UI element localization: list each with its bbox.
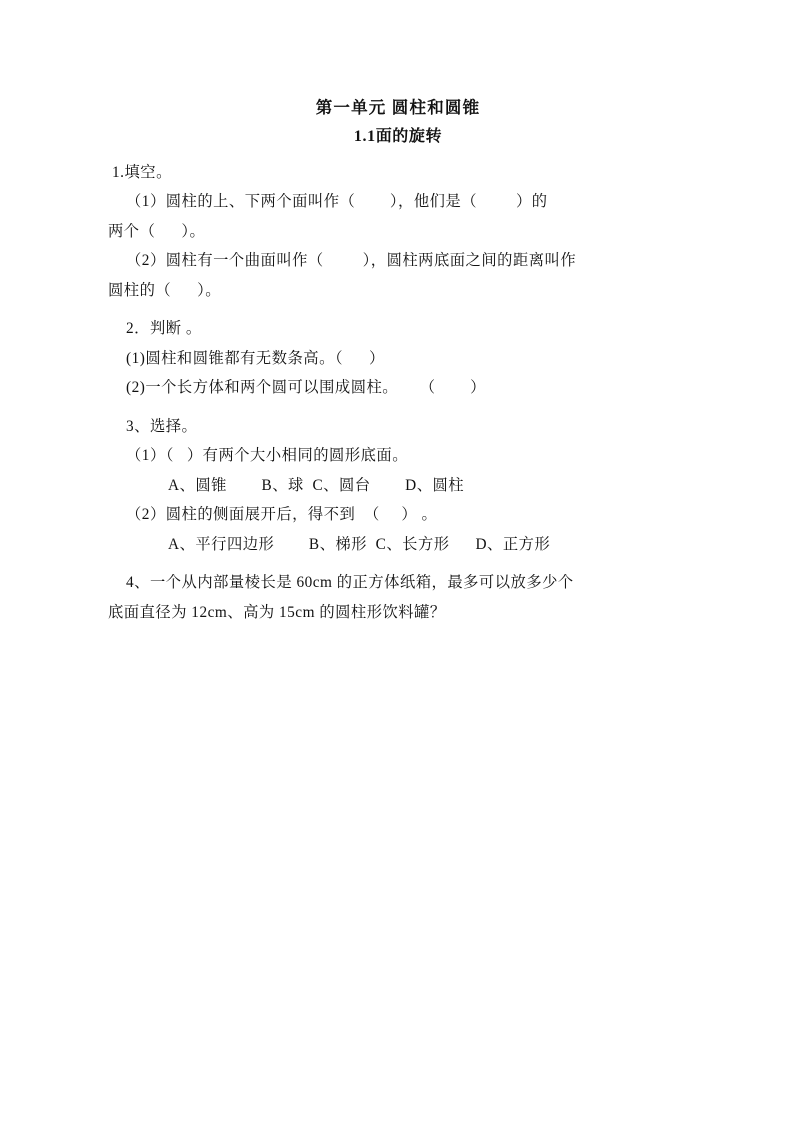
question-section-3 [108, 412, 688, 560]
question-3-line-1: （1）（ ）有两个大小相同的圆形底面。 [126, 447, 409, 465]
page-subtitle: 1.1面的旋转 [353, 127, 443, 145]
worksheet-content [108, 96, 688, 627]
page-title: 第一单元 圆柱和圆锥 [315, 98, 481, 117]
question-4-line-2: 底面直径为 12cm、高为 15cm 的圆柱形饮料罐？ [108, 603, 446, 621]
question-3-heading: 3、选择。 [126, 417, 198, 435]
question-section-4 [108, 568, 688, 627]
question-section-1 [108, 158, 688, 306]
question-1-line-4: 圆柱的（ ）。 [108, 281, 222, 299]
question-1-line-1: （1）圆柱的上、下两个面叫作（ ），他们是（ ）的 [126, 193, 548, 211]
question-3-line-2: （2）圆柱的侧面展开后，得不到 （ ） 。 [126, 506, 438, 524]
question-2-heading: 2．判断 。 [126, 320, 202, 338]
question-3-options-2: A、平行四边形 B、梯形 C、长方形 D、正方形 [168, 535, 551, 553]
question-1-heading: 1.填空。 [112, 163, 172, 181]
question-1-line-2: 两个（ ）。 [108, 222, 206, 240]
question-1-line-3: （2）圆柱有一个曲面叫作（ ），圆柱两底面之间的距离叫作 [126, 252, 577, 270]
question-3-options-1: A、圆锥 B、球 C、圆台 D、圆柱 [168, 476, 465, 494]
question-2-line-1: (1)圆柱和圆锥都有无数条高。（ ） [126, 349, 385, 367]
question-4-line-1: 4、一个从内部量棱长是 60cm 的正方体纸箱，最多可以放多少个 [126, 574, 574, 592]
question-2-line-2: (2)一个长方体和两个圆可以围成圆柱。 （ ） [126, 379, 486, 397]
question-section-2 [108, 314, 688, 403]
